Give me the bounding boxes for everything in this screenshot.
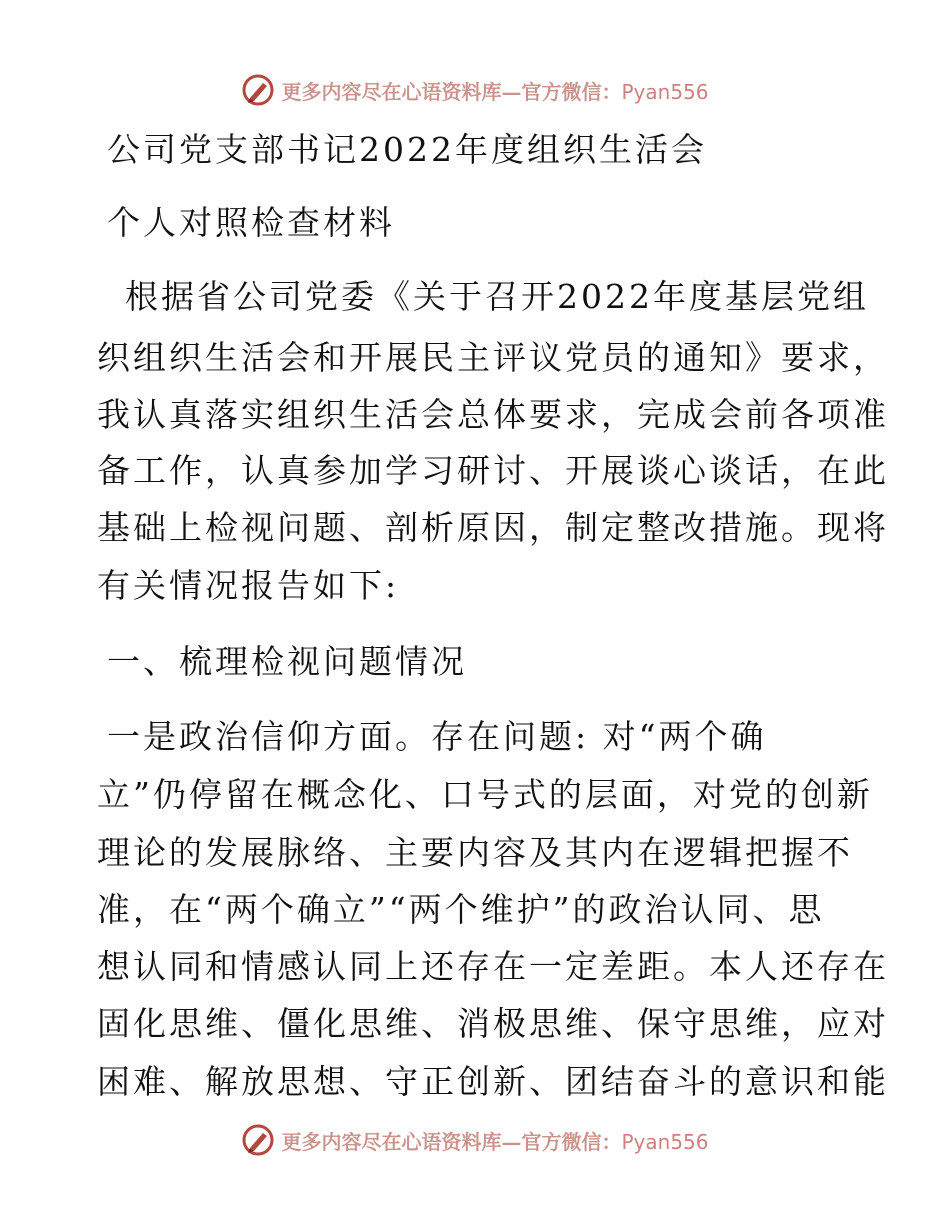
watermark-text: 更多内容尽在心语资料库—官方微信：Pyan556 (281, 79, 709, 104)
header-watermark-banner (0, 72, 950, 108)
section-line: 困难、解放思想、守正创新、团结奋斗的意识和能 (97, 1062, 889, 1101)
section-line: 理论的发展脉络、主要内容及其内在逻辑把握不 (97, 833, 853, 872)
section-line: 想认同和情感认同上还存在一定差距。本人还存在 (97, 947, 889, 986)
watermark-text: 更多内容尽在心语资料库—官方微信：Pyan556 (281, 1129, 709, 1154)
intro-line: 有关情况报告如下: (97, 566, 400, 605)
section-line: 准，在“两个确立”“两个维护”的政治认同、思 (97, 890, 825, 929)
intro-line: 我认真落实组织生活会总体要求，完成会前各项准 (97, 395, 889, 434)
section-line: 固化思维、僵化思维、消极思维、保守思维，应对 (97, 1004, 889, 1043)
footer-watermark-banner (0, 1122, 950, 1158)
intro-line: 织组织生活会和开展民主评议党员的通知》要求， (97, 338, 889, 377)
doc-title-line-2: 个人对照检查材料 (107, 203, 395, 242)
pen-logo-icon (241, 73, 275, 107)
doc-title-line-1: 公司党支部书记2022年度组织生活会 (107, 130, 707, 169)
section-line: 一是政治信仰方面。存在问题: 对“两个确 (107, 717, 767, 756)
intro-line: 根据省公司党委《关于召开2022年度基层党组 (125, 277, 869, 316)
intro-line: 备工作，认真参加学习研讨、开展谈心谈话，在此 (97, 451, 889, 490)
watermark-group (241, 1123, 708, 1157)
pen-logo-icon (241, 1123, 275, 1157)
section-heading: 一、梳理检视问题情况 (107, 642, 467, 681)
intro-line: 基础上检视问题、剖析原因，制定整改措施。现将 (97, 508, 889, 547)
section-line: 立”仍停留在概念化、口号式的层面，对党的创新 (97, 775, 873, 814)
watermark-group (241, 73, 708, 107)
